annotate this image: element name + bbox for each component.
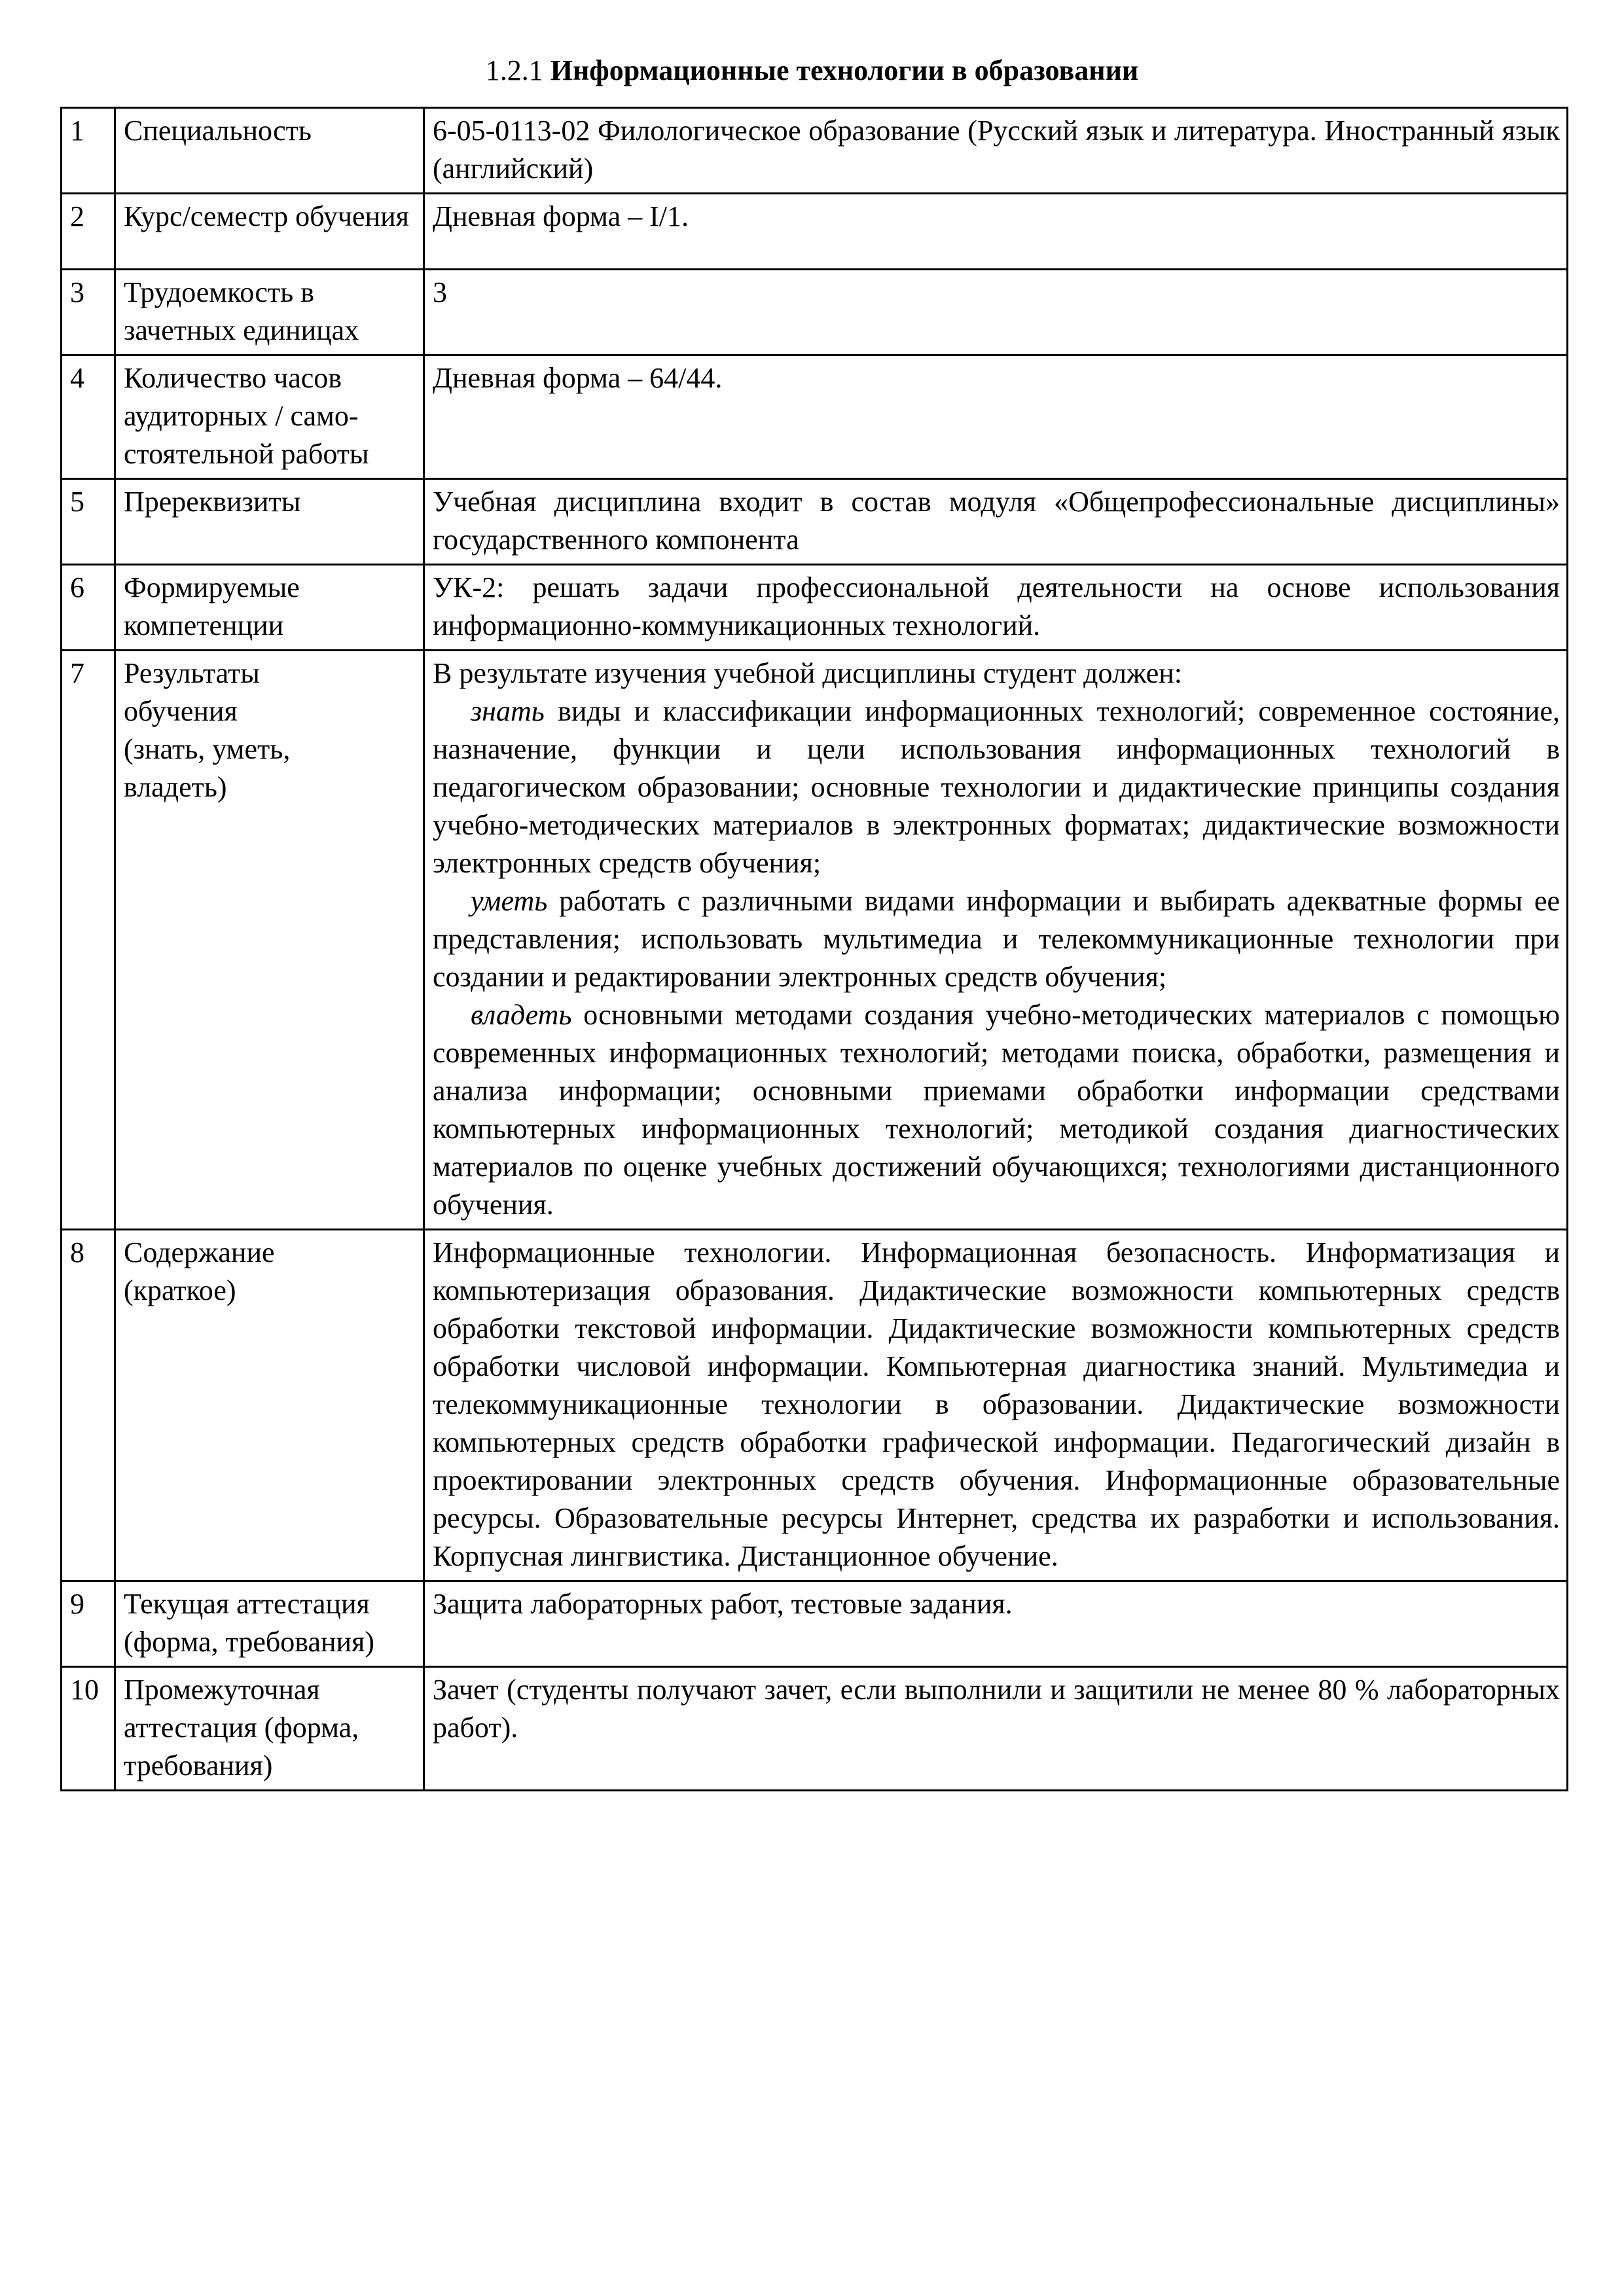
row-value: Информационные технологии. Информационная безопасность. Информатизация и компьютеризация образования. Дидактические возможности компьютерных средств обработки текстовой информации. Дидактические возможности компьютерных средств обработки числовой информации. Компьютерная диагностика знаний. Мультимедиа и телекоммуникационные технологии в образовании. Дидактические возможности компьютерных средств обработки графической информации. Педагогический дизайн в проектировании электронных средств обучения. Информационные образовательные ресурсы. Образовательные ресурсы Интернет, средства их разработки и использования. Корпусная лингвистика. Дистанционное обучение.	[424, 1230, 1568, 1581]
know-term: знать	[471, 695, 545, 727]
row-value: УК-2: решать задачи профессиональной деятельности на основе использования информационно-коммуникационных технологий.	[424, 565, 1568, 651]
row-number: 4	[62, 355, 115, 479]
row-value: Зачет (студенты получают зачет, если выполнили и защитили не менее 80 % лабораторных работ).	[424, 1667, 1568, 1791]
table-row	[62, 270, 1568, 355]
know-text: виды и классификации информационных технологий; современное состояние, назначение, функции и цели использования информационных технологий в педагогическом образовании; основные технологии и дидактические принципы создания учебно-методических материалов в электронных форматах; дидактические возможности электронных средств обучения;	[433, 695, 1560, 879]
row-label	[115, 651, 424, 1230]
section-heading	[0, 51, 1624, 90]
row-value: Учебная дисциплина входит в состав модуля «Общепрофессиональные дисциплины» государственного компонента	[424, 479, 1568, 565]
label-line: Содержание	[124, 1236, 275, 1268]
row-label: Промежуточная аттестация (форма, требования)	[115, 1667, 424, 1791]
row-label: Формируемые компетенции	[115, 565, 424, 651]
own-term: владеть	[471, 999, 572, 1031]
table-row	[62, 1230, 1568, 1581]
row-label: Количество часов аудиторных / само-стоятельной работы	[115, 355, 424, 479]
table-row	[62, 355, 1568, 479]
row-number: 10	[62, 1667, 115, 1791]
row-number: 7	[62, 651, 115, 1230]
label-line: Результаты	[124, 657, 260, 689]
row-label: Курс/семестр обучения	[115, 194, 424, 270]
outcomes-intro: В результате изучения учебной дисциплины студент должен:	[433, 657, 1183, 689]
row-label: Трудоемкость в зачетных единицах	[115, 270, 424, 355]
row-value: 6-05-0113-02 Филологическое образование (Русский язык и литература. Иностранный язык (английский)	[424, 108, 1568, 194]
outcome-own	[433, 996, 1560, 1224]
row-number: 8	[62, 1230, 115, 1581]
label-line: владеть)	[124, 771, 227, 803]
table-row	[62, 651, 1568, 1230]
discipline-table	[60, 107, 1568, 1791]
row-label: Специальность	[115, 108, 424, 194]
row-value: Защита лабораторных работ, тестовые задания.	[424, 1581, 1568, 1667]
learning-outcomes	[424, 651, 1568, 1230]
label-line: (краткое)	[124, 1274, 236, 1306]
table-row	[62, 479, 1568, 565]
section-title: Информационные технологии в образовании	[550, 54, 1139, 86]
label-line: (знать, уметь,	[124, 733, 291, 765]
table-row	[62, 108, 1568, 194]
outcome-know	[433, 692, 1560, 882]
row-value: Дневная форма – I/1.	[424, 194, 1568, 270]
row-number: 1	[62, 108, 115, 194]
table-row	[62, 1581, 1568, 1667]
row-number: 9	[62, 1581, 115, 1667]
row-value: Дневная форма – 64/44.	[424, 355, 1568, 479]
row-number: 2	[62, 194, 115, 270]
own-text: основными методами создания учебно-методических материалов с помощью современных информационных технологий; методами поиска, обработки, размещения и анализа информации; основными приемами обработки информации средствами компьютерных информационных технологий; методикой создания диагностических материалов по оценке учебных достижений обучающихся; технологиями дистанционного обучения.	[433, 999, 1560, 1221]
table-row	[62, 1667, 1568, 1791]
table-row	[62, 565, 1568, 651]
table-row	[62, 194, 1568, 270]
row-label: Пререквизиты	[115, 479, 424, 565]
row-label	[115, 1230, 424, 1581]
can-text: работать с различными видами информации и выбирать адекватные формы ее представления; использовать мультимедиа и телекоммуникационные технологии при создании и редактировании электронных средств обучения;	[433, 885, 1560, 993]
row-number: 5	[62, 479, 115, 565]
row-number: 3	[62, 270, 115, 355]
can-term: уметь	[471, 885, 548, 917]
outcome-can	[433, 882, 1560, 996]
row-value: 3	[424, 270, 1568, 355]
label-line: обучения	[124, 695, 238, 727]
row-label: Текущая аттестация (форма, требования)	[115, 1581, 424, 1667]
row-number: 6	[62, 565, 115, 651]
section-number: 1.2.1	[485, 54, 543, 86]
